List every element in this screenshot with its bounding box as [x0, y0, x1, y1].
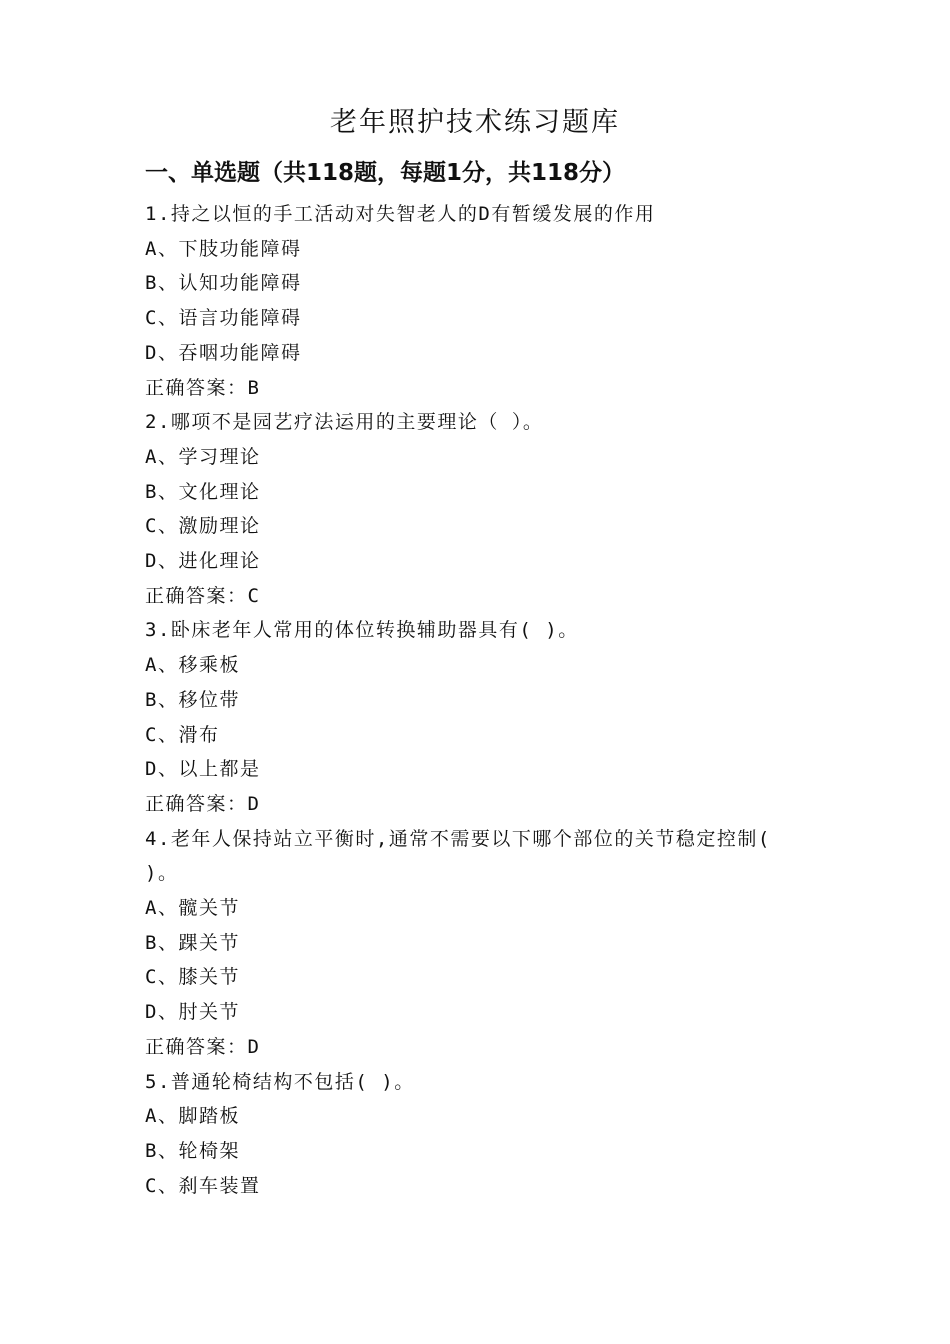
document-title: 老年照护技术练习题库 — [330, 107, 620, 138]
option-c: C、膝关节 — [145, 966, 240, 989]
question-stem: 3.卧床老年人常用的体位转换辅助器具有( )。 — [145, 619, 579, 642]
question-item — [145, 405, 815, 613]
option-b: B、移位带 — [145, 688, 240, 711]
question-item — [145, 1065, 815, 1204]
option-a: A、移乘板 — [145, 654, 240, 677]
question-stem: 5.普通轮椅结构不包括( )。 — [145, 1070, 415, 1093]
option-d: D、吞咽功能障碍 — [145, 341, 302, 364]
option-a: A、学习理论 — [145, 445, 261, 468]
question-stem: 4.老年人保持站立平衡时,通常不需要以下哪个部位的关节稳定控制( )。 — [145, 827, 771, 885]
correct-answer: 正确答案：B — [145, 376, 261, 399]
option-b: B、文化理论 — [145, 480, 261, 503]
option-a: A、下肢功能障碍 — [145, 237, 302, 260]
option-c: C、滑布 — [145, 723, 220, 746]
question-list — [145, 197, 815, 1203]
option-b: B、轮椅架 — [145, 1139, 240, 1162]
question-stem: 2.哪项不是园艺疗法运用的主要理论（ ）。 — [145, 411, 544, 434]
option-d: D、肘关节 — [145, 1001, 240, 1024]
option-b: B、认知功能障碍 — [145, 272, 302, 295]
option-d: D、以上都是 — [145, 758, 261, 781]
option-c: C、激励理论 — [145, 515, 261, 538]
section-heading: 一、单选题（共118题，每题1分，共118分） — [145, 160, 626, 186]
correct-answer: 正确答案：C — [145, 584, 261, 607]
option-b: B、踝关节 — [145, 931, 240, 954]
option-a: A、脚踏板 — [145, 1105, 240, 1128]
question-item — [145, 197, 815, 405]
option-c: C、语言功能障碍 — [145, 307, 302, 330]
question-item — [145, 822, 815, 1065]
question-stem: 1.持之以恒的手工活动对失智老人的D有暂缓发展的作用 — [145, 203, 656, 225]
option-c: C、刹车装置 — [145, 1174, 261, 1197]
option-a: A、髋关节 — [145, 897, 240, 920]
option-d: D、进化理论 — [145, 550, 261, 573]
correct-answer: 正确答案：D — [145, 792, 261, 815]
correct-answer: 正确答案：D — [145, 1035, 261, 1058]
question-item — [145, 613, 815, 821]
